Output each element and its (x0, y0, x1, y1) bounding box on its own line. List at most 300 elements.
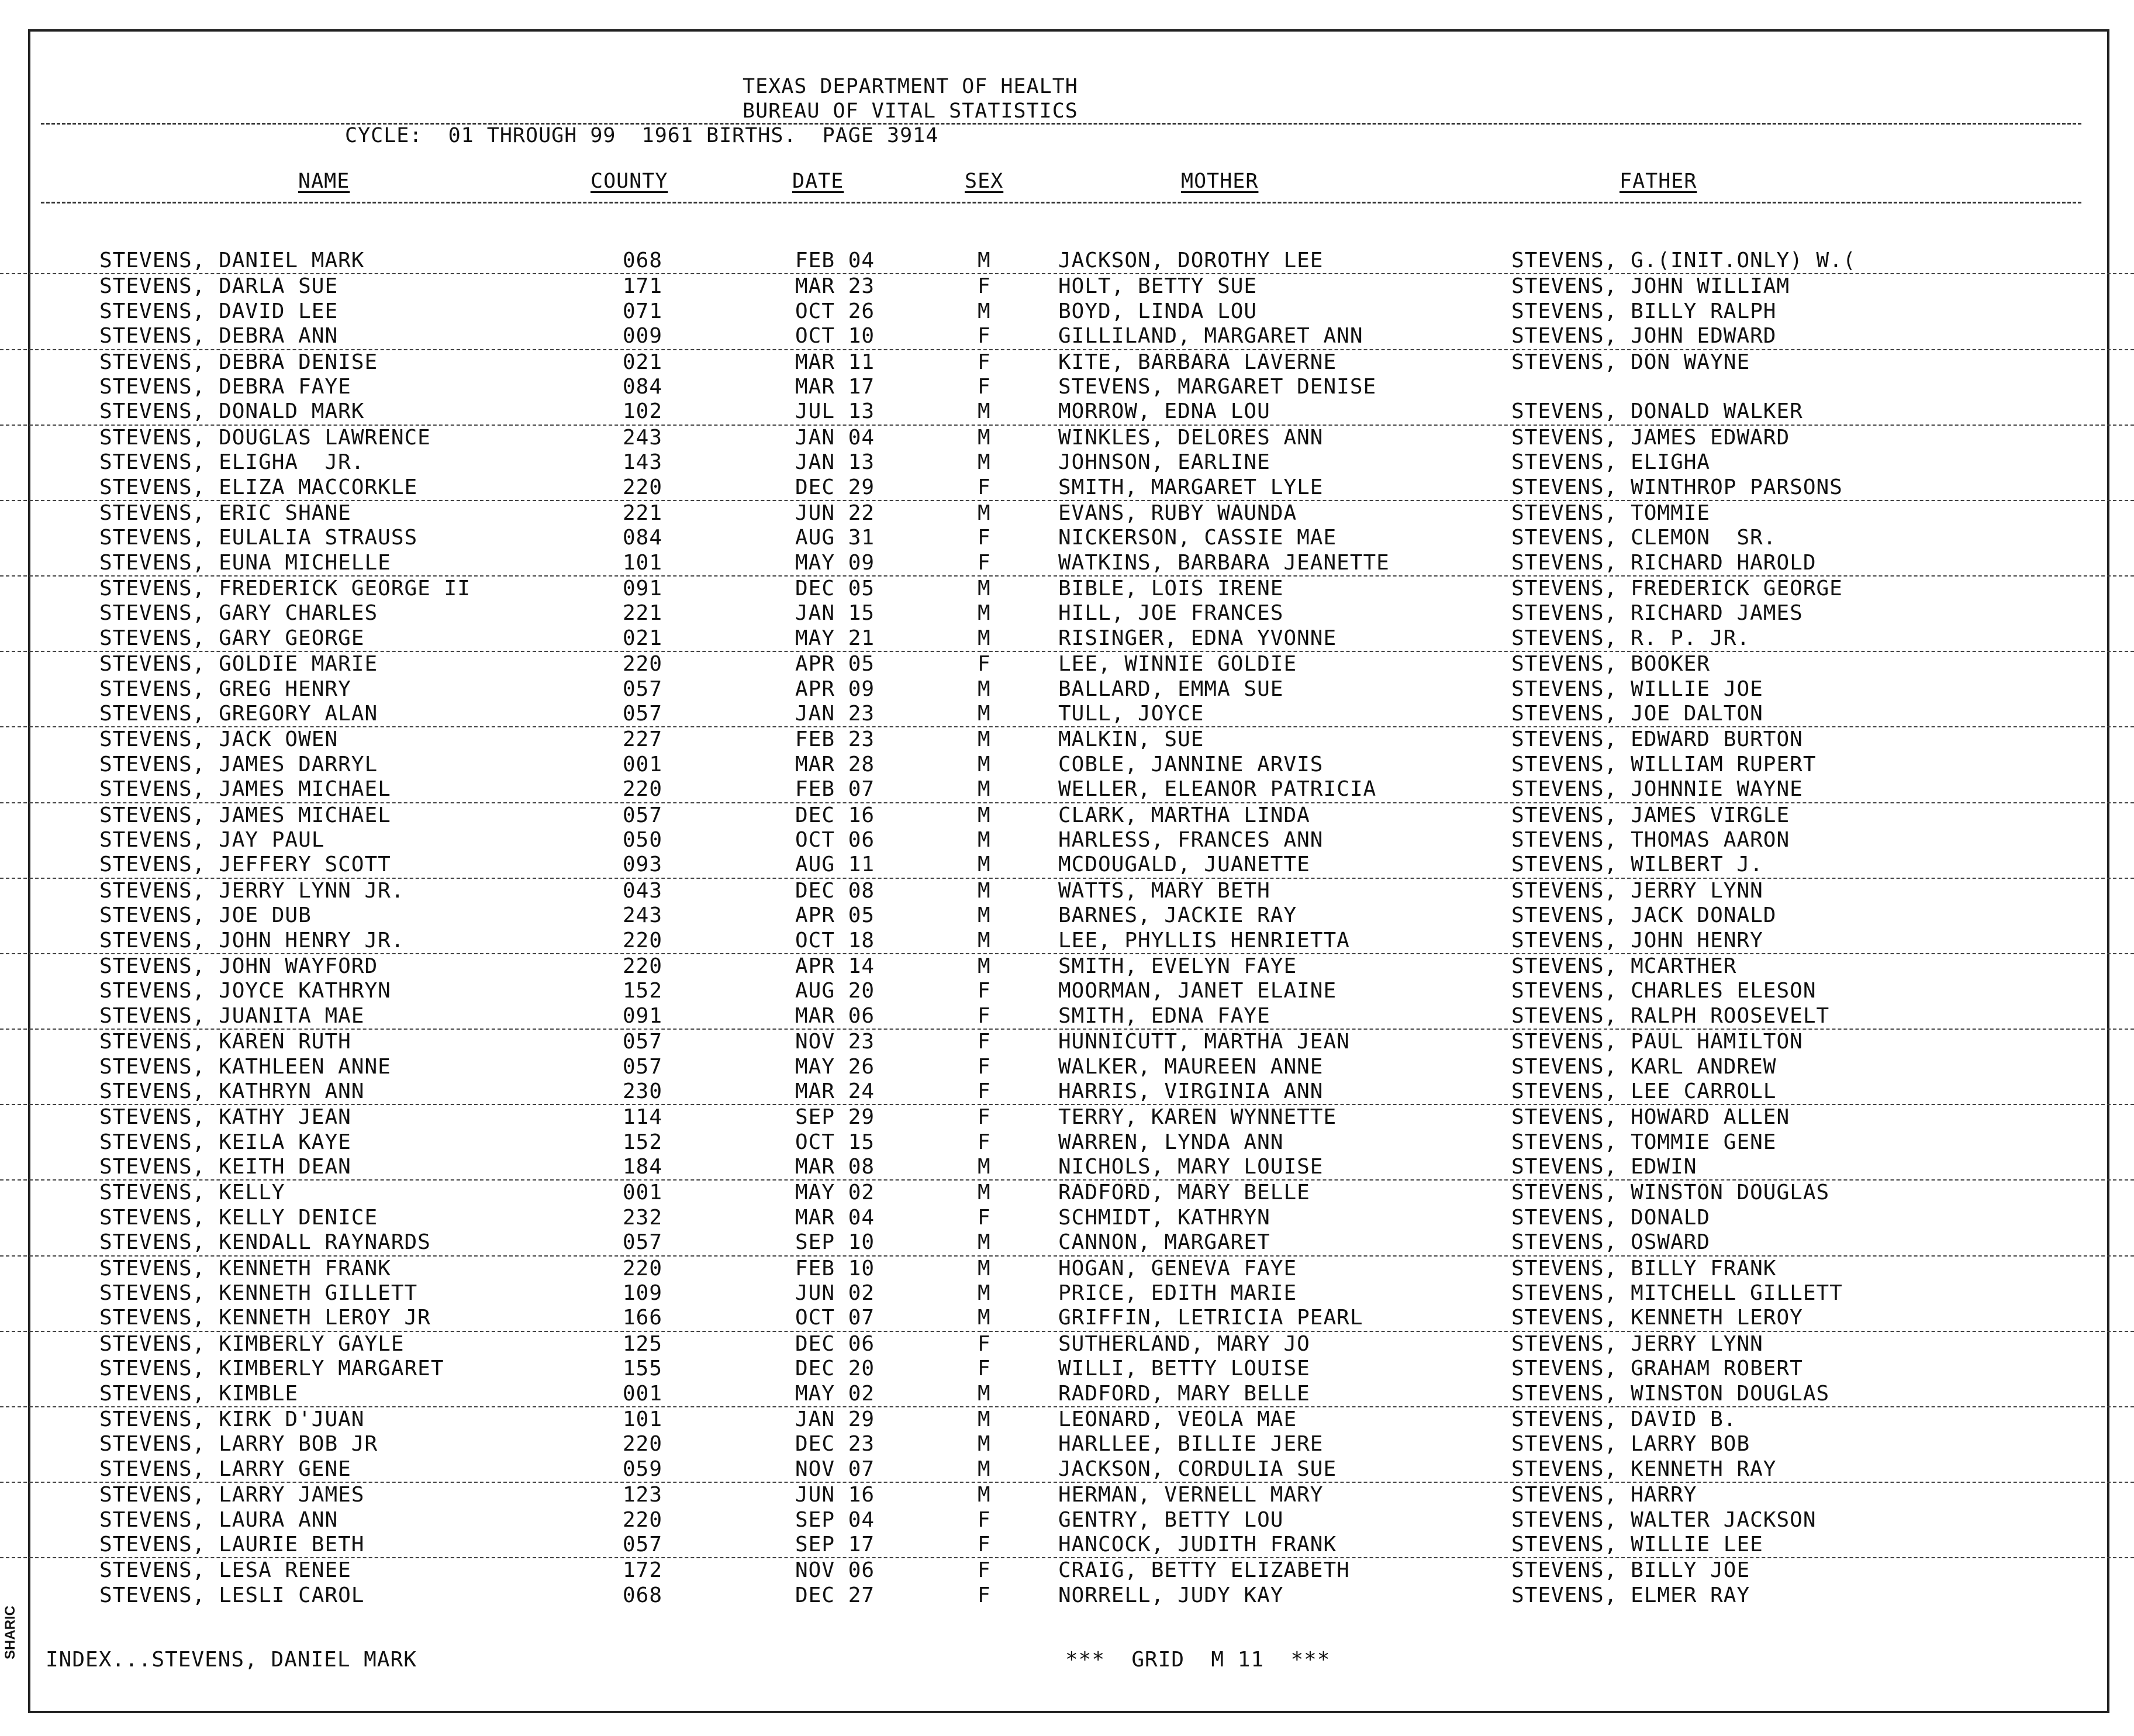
cell-date: AUG 31 (795, 526, 875, 550)
cell-sex: F (978, 475, 991, 499)
cell-mother: CANNON, MARGARET (1058, 1230, 1270, 1255)
cell-father: STEVENS, TOMMIE (1511, 501, 1711, 525)
table-row (0, 475, 2134, 501)
cell-county: 021 (623, 626, 663, 650)
cell-mother: RISINGER, EDNA YVONNE (1058, 626, 1337, 650)
cell-mother: HILL, JOE FRANCES (1058, 601, 1284, 626)
cell-date: NOV 06 (795, 1558, 875, 1583)
cell-mother: WARREN, LYNDA ANN (1058, 1130, 1284, 1154)
cell-county: 093 (623, 853, 663, 877)
column-header-county: COUNTY (591, 170, 668, 193)
cell-father: STEVENS, JOHN WILLIAM (1511, 274, 1790, 299)
cell-mother: WATTS, MARY BETH (1058, 878, 1270, 903)
table-row (0, 1432, 2134, 1457)
cell-county: 057 (623, 1532, 663, 1556)
cell-date: OCT 07 (795, 1306, 875, 1330)
table-row (0, 526, 2134, 550)
cell-name: STEVENS, KENDALL RAYNARDS (99, 1230, 431, 1255)
cell-mother: GILLILAND, MARGARET ANN (1058, 324, 1363, 348)
cell-mother: JACKSON, DOROTHY LEE (1058, 249, 1324, 272)
cell-father: STEVENS, CLEMON SR. (1511, 526, 1777, 550)
cell-name: STEVENS, LESLI CAROL (99, 1583, 365, 1607)
cell-county: 084 (623, 526, 663, 550)
cell-sex: F (978, 979, 991, 1003)
cell-county: 220 (623, 652, 663, 677)
cell-father: STEVENS, WALTER JACKSON (1511, 1507, 1817, 1532)
cell-date: OCT 10 (795, 324, 875, 348)
table-row (0, 501, 2134, 526)
cell-mother: WINKLES, DELORES ANN (1058, 425, 1324, 450)
cell-name: STEVENS, JAMES MICHAEL (99, 803, 391, 827)
birth-records-table (0, 249, 2134, 1608)
cell-sex: M (978, 1432, 991, 1457)
cell-date: MAR 04 (795, 1205, 875, 1230)
cell-county: 057 (623, 1230, 663, 1255)
cell-name: STEVENS, DANIEL MARK (99, 249, 365, 272)
cell-county: 220 (623, 928, 663, 952)
cell-mother: TULL, JOYCE (1058, 702, 1204, 726)
cell-mother: HARRIS, VIRGINIA ANN (1058, 1079, 1324, 1103)
cell-county: 101 (623, 550, 663, 575)
table-row (0, 1155, 2134, 1181)
table-row (0, 879, 2134, 903)
cell-mother: WATKINS, BARBARA JEANETTE (1058, 550, 1390, 575)
grid-footer: *** GRID M 11 *** (1065, 1648, 1331, 1672)
cell-county: 009 (623, 324, 663, 348)
table-row (0, 1457, 2134, 1483)
cell-name: STEVENS, ELIGHA JR. (99, 450, 365, 475)
column-header-mother: MOTHER (1181, 170, 1259, 193)
cell-mother: HERMAN, VERNELL MARY (1058, 1483, 1324, 1507)
cell-date: JAN 23 (795, 702, 875, 726)
cell-county: 227 (623, 727, 663, 752)
cell-date: MAR 24 (795, 1079, 875, 1103)
table-row (0, 399, 2134, 425)
cell-sex: M (978, 677, 991, 701)
cell-date: MAR 23 (795, 274, 875, 299)
column-header-date: DATE (792, 170, 844, 193)
cell-mother: WILLI, BETTY LOUISE (1058, 1357, 1310, 1381)
table-row (0, 727, 2134, 752)
cell-father: STEVENS, ELMER RAY (1511, 1583, 1750, 1607)
cell-date: DEC 23 (795, 1432, 875, 1457)
column-header-name: NAME (298, 170, 350, 193)
cell-date: DEC 05 (795, 577, 875, 601)
cell-date: APR 14 (795, 954, 875, 978)
cell-date: MAR 06 (795, 1003, 875, 1028)
cell-date: MAY 02 (795, 1181, 875, 1205)
cell-mother: MOORMAN, JANET ELAINE (1058, 979, 1337, 1003)
cell-sex: F (978, 1003, 991, 1028)
cell-father: STEVENS, MCARTHER (1511, 954, 1737, 978)
cell-father: STEVENS, FREDERICK GEORGE (1511, 577, 1843, 601)
cell-name: STEVENS, KELLY (99, 1181, 285, 1205)
table-row (0, 577, 2134, 601)
cell-mother: JACKSON, CORDULIA SUE (1058, 1457, 1337, 1481)
cell-county: 057 (623, 702, 663, 726)
cell-father: STEVENS, JACK DONALD (1511, 903, 1777, 928)
cell-sex: M (978, 777, 991, 802)
cell-sex: M (978, 425, 991, 450)
cell-name: STEVENS, KENNETH GILLETT (99, 1281, 418, 1306)
cell-father: STEVENS, OSWARD (1511, 1230, 1711, 1255)
cell-father: STEVENS, ELIGHA (1511, 450, 1711, 475)
table-row (0, 702, 2134, 727)
cell-sex: F (978, 526, 991, 550)
cell-father: STEVENS, RALPH ROOSEVELT (1511, 1003, 1830, 1028)
cell-date: MAY 26 (795, 1054, 875, 1079)
cell-mother: STEVENS, MARGARET DENISE (1058, 374, 1377, 399)
cell-mother: EVANS, RUBY WAUNDA (1058, 501, 1297, 525)
cell-sex: M (978, 928, 991, 952)
table-row (0, 249, 2134, 274)
cell-date: APR 05 (795, 652, 875, 677)
cell-date: APR 05 (795, 903, 875, 928)
cell-father: STEVENS, MITCHELL GILLETT (1511, 1281, 1843, 1306)
cell-date: OCT 18 (795, 928, 875, 952)
cell-sex: M (978, 1407, 991, 1431)
cell-sex: F (978, 1205, 991, 1230)
cell-sex: F (978, 324, 991, 348)
cell-mother: PRICE, EDITH MARIE (1058, 1281, 1297, 1306)
cell-sex: M (978, 727, 991, 752)
cell-sex: M (978, 601, 991, 626)
cell-father: STEVENS, KARL ANDREW (1511, 1054, 1777, 1079)
table-row (0, 1230, 2134, 1256)
cell-mother: BALLARD, EMMA SUE (1058, 677, 1284, 701)
cell-date: MAR 11 (795, 350, 875, 374)
cell-father: STEVENS, RICHARD HAROLD (1511, 550, 1817, 575)
cell-mother: LEE, PHYLLIS HENRIETTA (1058, 928, 1350, 952)
cell-sex: M (978, 577, 991, 601)
cell-name: STEVENS, FREDERICK GEORGE II (99, 577, 471, 601)
cell-date: AUG 11 (795, 853, 875, 877)
column-header-father: FATHER (1620, 170, 1697, 193)
cell-father: STEVENS, JOHN EDWARD (1511, 324, 1777, 348)
cell-date: DEC 06 (795, 1331, 875, 1356)
cell-father: STEVENS, JOE DALTON (1511, 702, 1763, 726)
cell-date: APR 09 (795, 677, 875, 701)
table-row (0, 1583, 2134, 1608)
cell-father: STEVENS, BOOKER (1511, 652, 1711, 677)
cell-name: STEVENS, KIMBERLY GAYLE (99, 1331, 405, 1356)
cell-mother: GRIFFIN, LETRICIA PEARL (1058, 1306, 1363, 1330)
cell-county: 043 (623, 878, 663, 903)
cell-sex: M (978, 1155, 991, 1179)
cell-father: STEVENS, TOMMIE GENE (1511, 1130, 1777, 1154)
cell-name: STEVENS, GOLDIE MARIE (99, 652, 378, 677)
cell-father: STEVENS, THOMAS AARON (1511, 827, 1790, 852)
table-row (0, 1030, 2134, 1054)
cell-mother: NICKERSON, CASSIE MAE (1058, 526, 1337, 550)
cell-father: STEVENS, LARRY BOB (1511, 1432, 1750, 1457)
cell-sex: F (978, 350, 991, 374)
cell-county: 171 (623, 274, 663, 299)
cell-county: 172 (623, 1558, 663, 1583)
cell-name: STEVENS, KAREN RUTH (99, 1030, 351, 1054)
cell-sex: F (978, 652, 991, 677)
cell-sex: M (978, 1230, 991, 1255)
cell-father: STEVENS, BILLY RALPH (1511, 299, 1777, 323)
cell-date: DEC 27 (795, 1583, 875, 1607)
cell-father: STEVENS, DAVID B. (1511, 1407, 1737, 1431)
table-row (0, 677, 2134, 702)
cell-father: STEVENS, KENNETH RAY (1511, 1457, 1777, 1481)
cell-sex: F (978, 1030, 991, 1054)
cell-father: STEVENS, EDWARD BURTON (1511, 727, 1803, 752)
cell-sex: M (978, 1457, 991, 1481)
cell-date: DEC 20 (795, 1357, 875, 1381)
cell-sex: M (978, 399, 991, 424)
cell-mother: CLARK, MARTHA LINDA (1058, 803, 1310, 827)
cell-county: 057 (623, 1054, 663, 1079)
cell-date: JUN 16 (795, 1483, 875, 1507)
cell-sex: M (978, 1483, 991, 1507)
cell-father: STEVENS, G.(INIT.ONLY) W.( (1511, 249, 1856, 272)
cell-father: STEVENS, JERRY LYNN (1511, 878, 1763, 903)
cell-county: 152 (623, 1130, 663, 1154)
cell-date: JAN 13 (795, 450, 875, 475)
cell-date: NOV 07 (795, 1457, 875, 1481)
cell-father: STEVENS, BILLY FRANK (1511, 1256, 1777, 1281)
cell-name: STEVENS, LARRY JAMES (99, 1483, 365, 1507)
cell-father: STEVENS, WINTHROP PARSONS (1511, 475, 1843, 499)
cell-name: STEVENS, DEBRA ANN (99, 324, 339, 348)
cell-county: 232 (623, 1205, 663, 1230)
cell-date: MAY 02 (795, 1381, 875, 1406)
cell-county: 001 (623, 752, 663, 776)
cell-sex: M (978, 626, 991, 650)
cell-sex: M (978, 827, 991, 852)
cell-mother: RADFORD, MARY BELLE (1058, 1181, 1310, 1205)
cell-mother: RADFORD, MARY BELLE (1058, 1381, 1310, 1406)
cell-county: 221 (623, 601, 663, 626)
cell-name: STEVENS, EUNA MICHELLE (99, 550, 391, 575)
table-row (0, 1281, 2134, 1306)
table-row (0, 375, 2134, 399)
cell-county: 102 (623, 399, 663, 424)
cell-sex: M (978, 1181, 991, 1205)
cell-mother: HARLESS, FRANCES ANN (1058, 827, 1324, 852)
cell-father: STEVENS, LEE CARROLL (1511, 1079, 1777, 1103)
cell-father: STEVENS, WINSTON DOUGLAS (1511, 1381, 1830, 1406)
cell-mother: NORRELL, JUDY KAY (1058, 1583, 1284, 1607)
table-row (0, 274, 2134, 299)
cell-father: STEVENS, KENNETH LEROY (1511, 1306, 1803, 1330)
cell-name: STEVENS, DOUGLAS LAWRENCE (99, 425, 431, 450)
index-footer: INDEX...STEVENS, DANIEL MARK (46, 1648, 417, 1672)
bureau-title: BUREAU OF VITAL STATISTICS (743, 99, 1078, 123)
cell-mother: BARNES, JACKIE RAY (1058, 903, 1297, 928)
table-row (0, 551, 2134, 577)
cell-county: 071 (623, 299, 663, 323)
cell-name: STEVENS, JERRY LYNN JR. (99, 878, 405, 903)
cell-father: STEVENS, JAMES EDWARD (1511, 425, 1790, 450)
table-row (0, 1306, 2134, 1331)
table-row (0, 1257, 2134, 1281)
cell-name: STEVENS, JACK OWEN (99, 727, 339, 752)
table-row (0, 1558, 2134, 1583)
table-row (0, 929, 2134, 954)
table-row (0, 1079, 2134, 1105)
table-row (0, 1055, 2134, 1079)
cell-mother: TERRY, KAREN WYNNETTE (1058, 1105, 1337, 1130)
table-row (0, 652, 2134, 677)
cell-father: STEVENS, BILLY JOE (1511, 1558, 1750, 1583)
cell-mother: BOYD, LINDA LOU (1058, 299, 1258, 323)
cell-sex: M (978, 450, 991, 475)
cell-sex: M (978, 1306, 991, 1330)
table-row (0, 954, 2134, 979)
cell-county: 123 (623, 1483, 663, 1507)
cell-father: STEVENS, WILBERT J. (1511, 853, 1763, 877)
cell-sex: F (978, 1507, 991, 1532)
cell-sex: F (978, 274, 991, 299)
cell-date: FEB 23 (795, 727, 875, 752)
table-row (0, 753, 2134, 777)
header-rule-bottom (41, 202, 2081, 203)
cell-father: STEVENS, DONALD (1511, 1205, 1711, 1230)
cell-county: 057 (623, 1030, 663, 1054)
cell-date: JAN 04 (795, 425, 875, 450)
cell-mother: SMITH, EVELYN FAYE (1058, 954, 1297, 978)
cell-name: STEVENS, LAURIE BETH (99, 1532, 365, 1556)
table-row (0, 1533, 2134, 1558)
table-row (0, 1357, 2134, 1381)
cell-county: 220 (623, 475, 663, 499)
cell-sex: M (978, 299, 991, 323)
cell-date: DEC 29 (795, 475, 875, 499)
cell-county: 125 (623, 1331, 663, 1356)
cell-name: STEVENS, DEBRA FAYE (99, 374, 351, 399)
cell-mother: HUNNICUTT, MARTHA JEAN (1058, 1030, 1350, 1054)
cell-date: MAR 28 (795, 752, 875, 776)
cell-county: 155 (623, 1357, 663, 1381)
table-row (0, 426, 2134, 450)
cell-county: 243 (623, 903, 663, 928)
cell-name: STEVENS, GARY GEORGE (99, 626, 365, 650)
table-row (0, 1181, 2134, 1205)
table-row (0, 626, 2134, 652)
cell-mother: KITE, BARBARA LAVERNE (1058, 350, 1337, 374)
cell-name: STEVENS, KELLY DENICE (99, 1205, 378, 1230)
cell-sex: F (978, 1583, 991, 1607)
cell-name: STEVENS, KATHY JEAN (99, 1105, 351, 1130)
cell-name: STEVENS, GREGORY ALAN (99, 702, 378, 726)
cell-name: STEVENS, LARRY GENE (99, 1457, 351, 1481)
cell-sex: M (978, 903, 991, 928)
cell-sex: M (978, 853, 991, 877)
cell-name: STEVENS, JAMES DARRYL (99, 752, 378, 776)
table-row (0, 853, 2134, 878)
cell-date: DEC 16 (795, 803, 875, 827)
cell-date: AUG 20 (795, 979, 875, 1003)
cell-name: STEVENS, LESA RENEE (99, 1558, 351, 1583)
cell-name: STEVENS, DEBRA DENISE (99, 350, 378, 374)
cell-mother: NICHOLS, MARY LOUISE (1058, 1155, 1324, 1179)
cell-date: NOV 23 (795, 1030, 875, 1054)
cell-sex: M (978, 1381, 991, 1406)
cycle-line: CYCLE: 01 THROUGH 99 1961 BIRTHS. PAGE 3914 (345, 124, 939, 147)
cell-county: 220 (623, 954, 663, 978)
cell-date: JUL 13 (795, 399, 875, 424)
table-row (0, 1130, 2134, 1155)
cell-sex: M (978, 752, 991, 776)
cell-date: FEB 10 (795, 1256, 875, 1281)
table-row (0, 979, 2134, 1003)
cell-sex: M (978, 1256, 991, 1281)
cell-county: 221 (623, 501, 663, 525)
cell-name: STEVENS, JAY PAUL (99, 827, 325, 852)
cell-name: STEVENS, LARRY BOB JR (99, 1432, 378, 1457)
cell-name: STEVENS, LAURA ANN (99, 1507, 339, 1532)
cell-date: DEC 08 (795, 878, 875, 903)
cell-name: STEVENS, KIMBERLY MARGARET (99, 1357, 444, 1381)
cell-name: STEVENS, ELIZA MACCORKLE (99, 475, 418, 499)
side-mark: SHARIC (2, 1605, 18, 1659)
cell-mother: CRAIG, BETTY ELIZABETH (1058, 1558, 1350, 1583)
cell-mother: SMITH, MARGARET LYLE (1058, 475, 1324, 499)
cell-father: STEVENS, R. P. JR. (1511, 626, 1750, 650)
table-row (0, 1483, 2134, 1507)
cell-father: STEVENS, WILLIE LEE (1511, 1532, 1763, 1556)
cell-name: STEVENS, ERIC SHANE (99, 501, 351, 525)
cell-county: 152 (623, 979, 663, 1003)
cell-mother: HOLT, BETTY SUE (1058, 274, 1258, 299)
cell-name: STEVENS, KENNETH FRANK (99, 1256, 391, 1281)
cell-county: 220 (623, 1256, 663, 1281)
table-row (0, 1407, 2134, 1432)
table-row (0, 903, 2134, 928)
cell-date: JAN 29 (795, 1407, 875, 1431)
cell-county: 101 (623, 1407, 663, 1431)
cell-sex: F (978, 1105, 991, 1130)
cell-father: STEVENS, JOHNNIE WAYNE (1511, 777, 1803, 802)
cell-mother: LEONARD, VEOLA MAE (1058, 1407, 1297, 1431)
cell-father: STEVENS, WILLIE JOE (1511, 677, 1763, 701)
cell-mother: HARLLEE, BILLIE JERE (1058, 1432, 1324, 1457)
cell-name: STEVENS, JOHN WAYFORD (99, 954, 378, 978)
cell-name: STEVENS, EULALIA STRAUSS (99, 526, 418, 550)
cell-father: STEVENS, RICHARD JAMES (1511, 601, 1803, 626)
table-row (0, 299, 2134, 324)
cell-sex: F (978, 1331, 991, 1356)
cell-county: 021 (623, 350, 663, 374)
cell-name: STEVENS, KENNETH LEROY JR (99, 1306, 431, 1330)
cell-county: 230 (623, 1079, 663, 1103)
cell-mother: MCDOUGALD, JUANETTE (1058, 853, 1310, 877)
cell-mother: HOGAN, GENEVA FAYE (1058, 1256, 1297, 1281)
cell-mother: MORROW, EDNA LOU (1058, 399, 1270, 424)
cell-father: STEVENS, HARRY (1511, 1483, 1697, 1507)
cell-county: 091 (623, 1003, 663, 1028)
cell-name: STEVENS, JOE DUB (99, 903, 312, 928)
cell-name: STEVENS, JAMES MICHAEL (99, 777, 391, 802)
cell-name: STEVENS, KEILA KAYE (99, 1130, 351, 1154)
cell-father: STEVENS, WINSTON DOUGLAS (1511, 1181, 1830, 1205)
table-row (0, 1105, 2134, 1130)
cell-father: STEVENS, HOWARD ALLEN (1511, 1105, 1790, 1130)
cell-name: STEVENS, JOYCE KATHRYN (99, 979, 391, 1003)
cell-county: 057 (623, 677, 663, 701)
cell-name: STEVENS, KEITH DEAN (99, 1155, 351, 1179)
cell-county: 001 (623, 1381, 663, 1406)
cell-sex: M (978, 954, 991, 978)
cell-mother: COBLE, JANNINE ARVIS (1058, 752, 1324, 776)
cell-name: STEVENS, KATHLEEN ANNE (99, 1054, 391, 1079)
cell-father: STEVENS, PAUL HAMILTON (1511, 1030, 1803, 1054)
cell-date: SEP 10 (795, 1230, 875, 1255)
